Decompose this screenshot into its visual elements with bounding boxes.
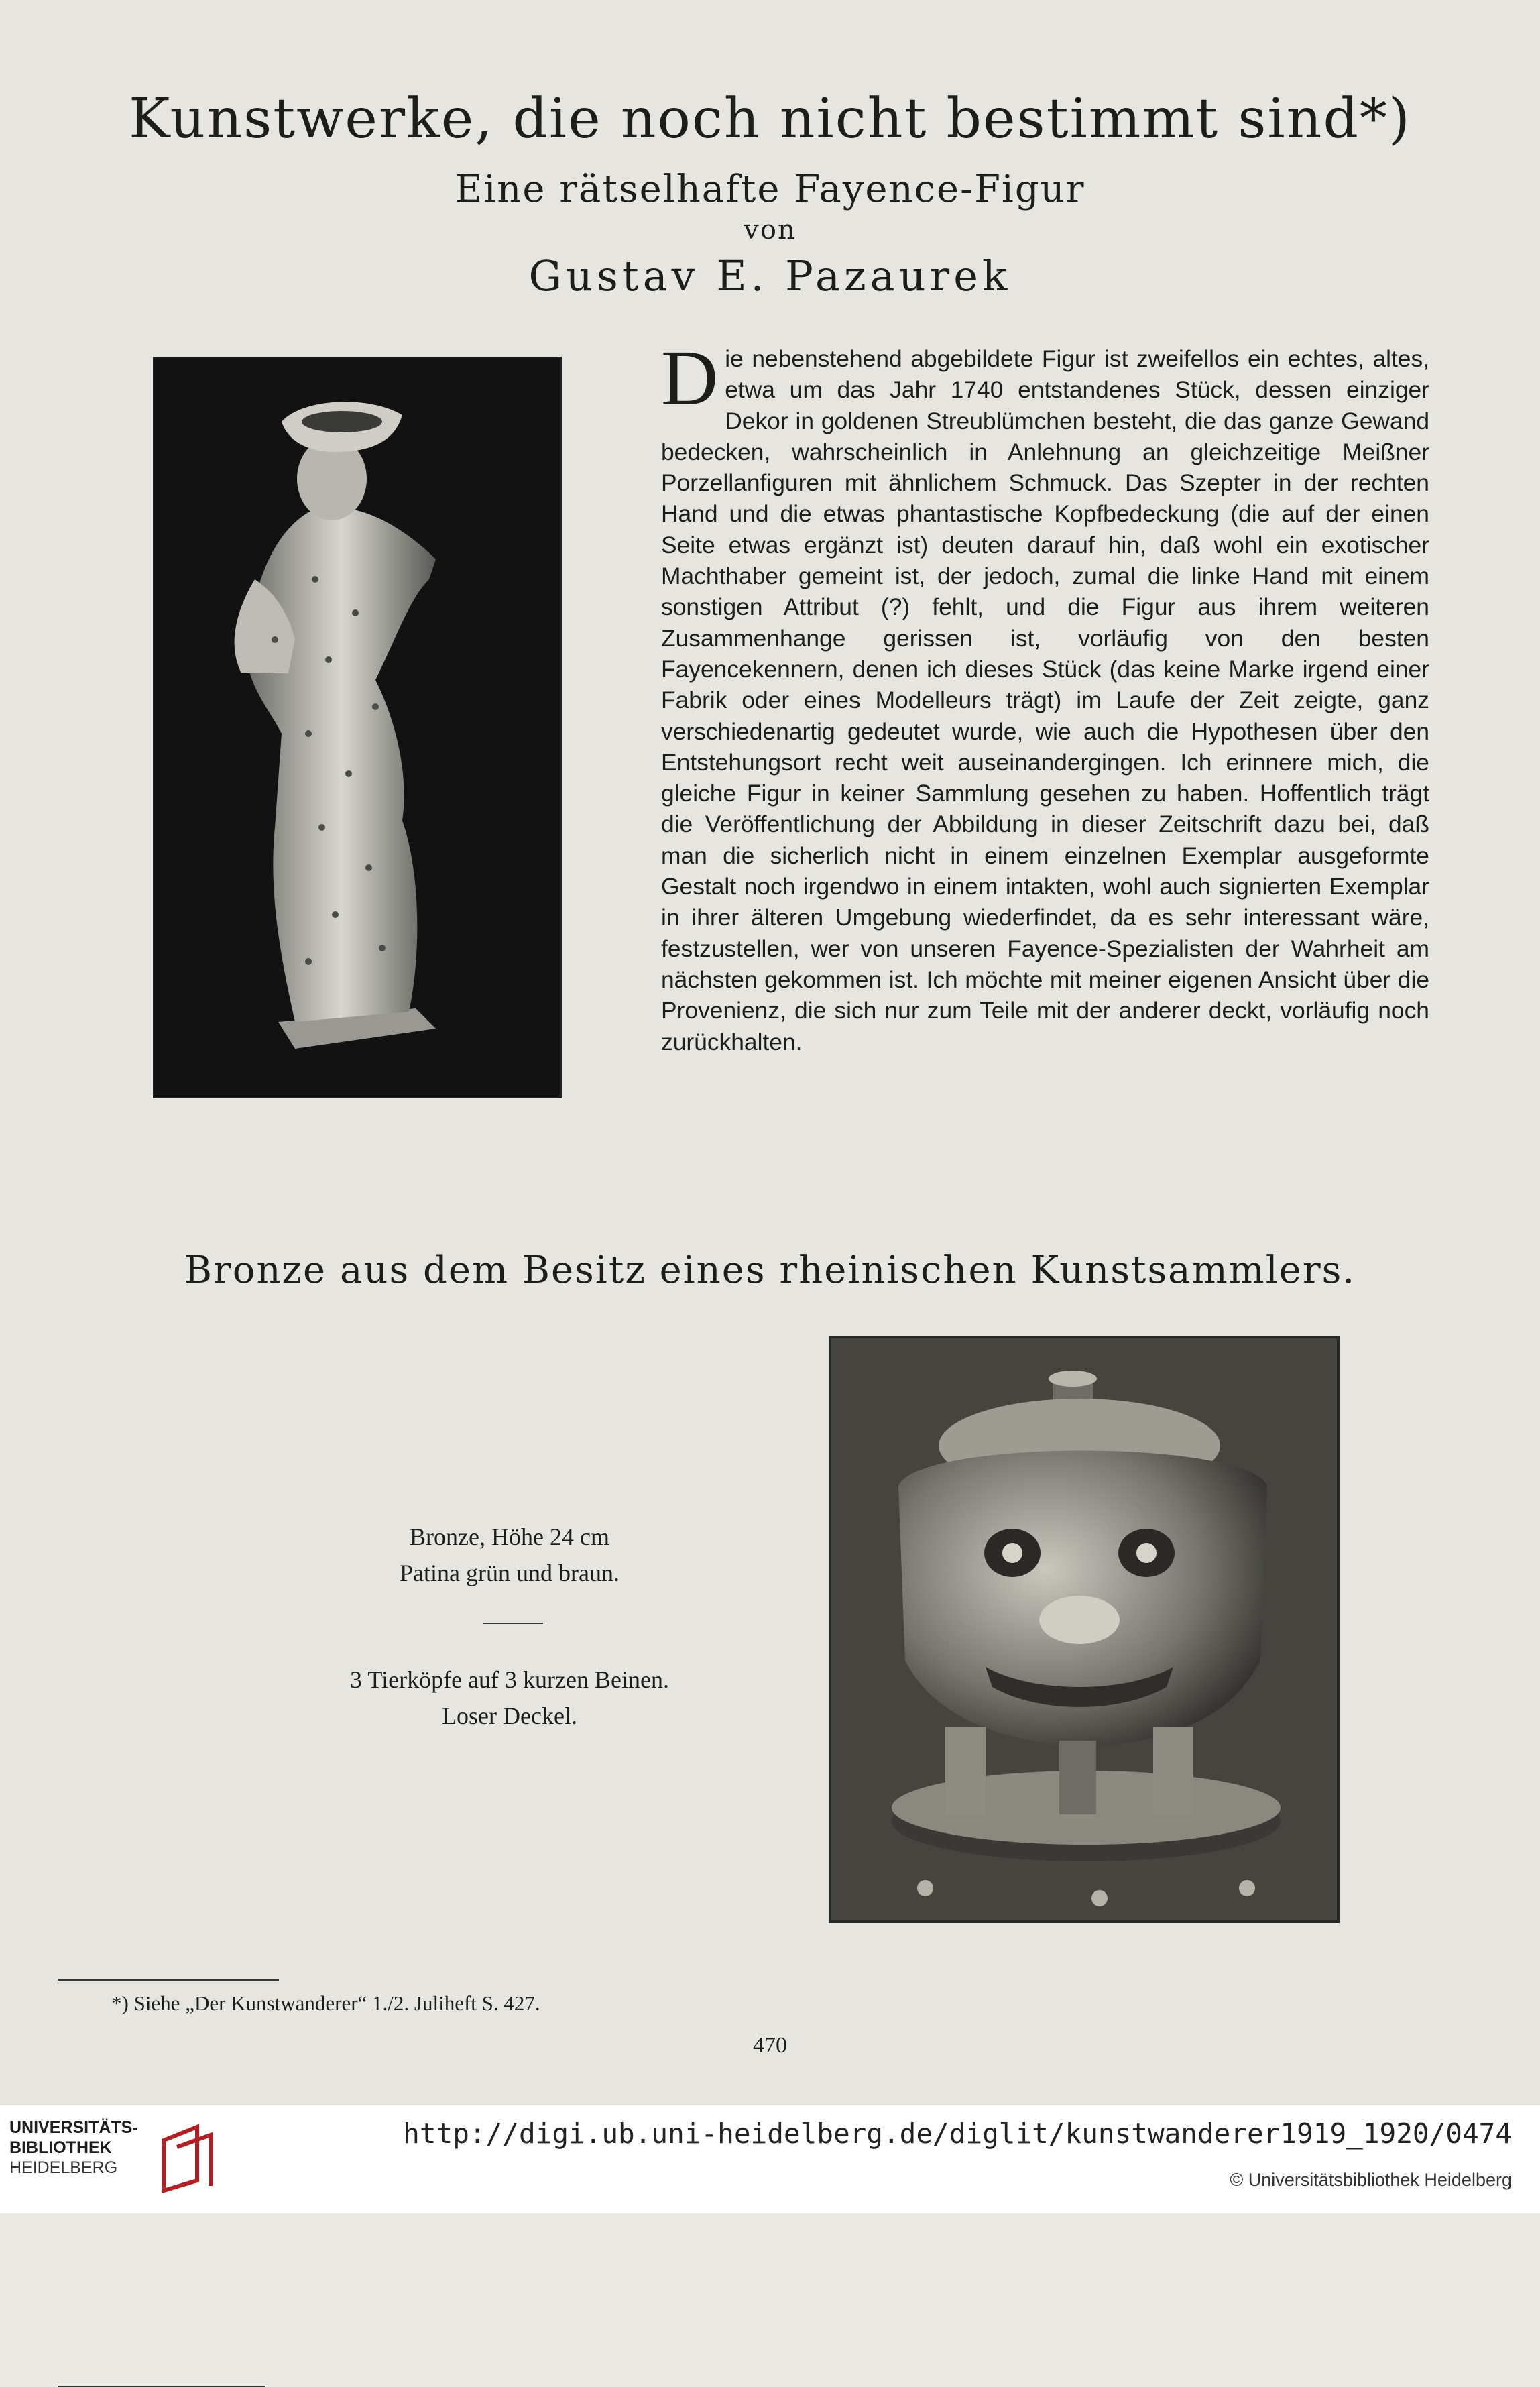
- footnote-separator-line: [58, 1979, 279, 1981]
- footnote: *) Siehe „Der Kunstwanderer“ 1./2. Juliheft S. 427.: [111, 1991, 540, 2015]
- bronze-vessel-photo: [829, 1336, 1340, 1923]
- article-subtitle: Eine rätselhafte Fayence-Figur: [455, 168, 1085, 211]
- page-url-link[interactable]: http://digi.ub.uni-heidelberg.de/diglit/kunstwanderer1919_1920/0474: [403, 2117, 1512, 2150]
- dropcap: D: [661, 334, 719, 422]
- logo-text-line2: BIBLIOTHEK: [9, 2138, 112, 2157]
- page-number: 470: [753, 2033, 787, 2058]
- article-text: ie nebenstehend abgebildete Figur ist zweifellos ein echtes, altes, etwa um das Jahr 1740 entstandenes Stück, dessen einziger Dekor in goldenen Streublümchen besteht, die das ganze Gewand bedecken, wahrscheinlich in Anlehnung an gleichzeitige Meißner Porzellanfiguren mit ähnlichem Schmuck. Das Szepter in der rechten Hand und die etwas phantastische Kopfbedeckung (die auf der einen Seite etwas ergänzt ist) deuten darauf hin, daß wohl ein exotischer Machthaber gemeint ist, der jedoch, zumal die linke Hand mit einem sonstigen Attribut (?) fehlt, und die Figur aus ihrem weiteren Zusammenhange gerissen ist, vorläufig von den besten Fayencekennern, denen ich dieses Stück (das keine Marke irgend einer Fabrik oder eines Modelleurs trägt) im Laufe der Zeit zeigte, ganz verschiedenartig gedeutet wurde, wie auch die Hypothesen über den Entstehungsort recht weit auseinandergingen. Ich erinnere mich, die gleiche Figur in keiner Sammlung gesehen zu haben. Hoffentlich trägt die Veröffentlichung der Abbildung in dieser Zeitschrift dazu bei, daß man die sicherlich nicht in einem einzelnen Exemplar ausgeformte Gestalt noch irgendwo in einem intakten, wohl auch signierten Exemplar in ihrer älteren Umgebung wiederfindet, da es sehr interessant wäre, festzustellen, wer von unseren Fayence-Spezialisten der Wahrheit am nächsten gekommen ist. Ich möchte mit meiner eigenen Ansicht über die Provenienz, die sich nur zum Teile mit der anderer deckt, vorläufig noch zurückhalten.: [661, 345, 1429, 1055]
- logo-text-line1: UNIVERSITÄTS-: [9, 2118, 138, 2137]
- bronze-caption-1: [282, 1519, 737, 1591]
- caption-line: Bronze, Höhe 24 cm: [410, 1523, 609, 1550]
- caption-divider: [483, 1623, 543, 1624]
- copyright-notice: © Universitätsbibliothek Heidelberg: [1230, 2170, 1512, 2190]
- logo-text-line3: HEIDELBERG: [9, 2158, 118, 2177]
- faience-figure-photo: [153, 357, 562, 1098]
- caption-line: 3 Tierköpfe auf 3 kurzen Beinen.: [350, 1666, 669, 1693]
- author-name: Gustav E. Pazaurek: [528, 251, 1012, 300]
- article-body: [661, 334, 1429, 1057]
- library-emblem-icon: [157, 2120, 219, 2194]
- bronze-caption-2: [282, 1662, 737, 1734]
- byline-von: von: [744, 215, 796, 245]
- section-heading-bronze: Bronze aus dem Besitz eines rheinischen Kunstsammlers.: [184, 1248, 1356, 1292]
- article-title: Kunstwerke, die noch nicht bestimmt sind*): [129, 87, 1411, 151]
- caption-line: Patina grün und braun.: [400, 1560, 619, 1586]
- caption-line: Loser Deckel.: [442, 1702, 577, 1729]
